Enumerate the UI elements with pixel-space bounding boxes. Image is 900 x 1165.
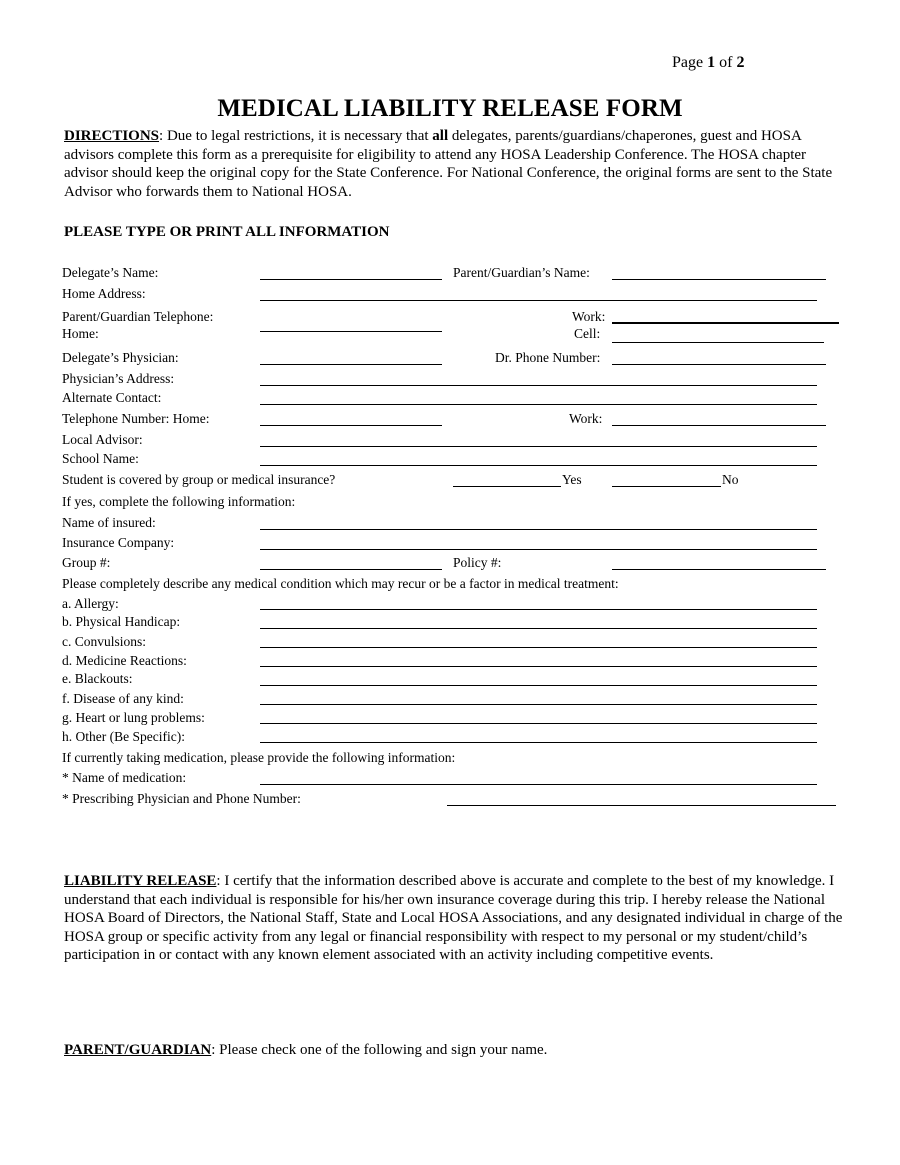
- home-address-label: Home Address:: [62, 286, 146, 301]
- name-insured-label: Name of insured:: [62, 515, 156, 530]
- policy-number-field[interactable]: [612, 569, 826, 570]
- print-instruction: PLEASE TYPE OR PRINT ALL INFORMATION: [64, 224, 390, 240]
- condition-field-heart[interactable]: [260, 723, 817, 724]
- alternate-contact-field[interactable]: [260, 404, 817, 405]
- condition-label-heart: g. Heart or lung problems:: [62, 710, 205, 725]
- form-title: MEDICAL LIABILITY RELEASE FORM: [217, 95, 683, 122]
- directions-paragraph: DIRECTIONS: Due to legal restrictions, it is necessary that all delegates, parents/guardians/chaperones, guest and HOSA advisors complete this form as a prerequisite for eligibility to attend any HOSA Leadership Conference. The HOSA chapter advisor should keep the original copy for the State Conference. For National Conference, the original forms are sent to the State Advisor who forwards them to National HOSA.: [64, 128, 833, 200]
- physician-address-field[interactable]: [260, 385, 817, 386]
- condition-field-handicap[interactable]: [260, 628, 817, 629]
- policy-number-label: Policy #:: [453, 555, 502, 570]
- insurance-company-field[interactable]: [260, 549, 817, 550]
- medication-prompt: If currently taking medication, please provide the following information:: [62, 750, 456, 765]
- telephone-work-label: Work:: [569, 411, 603, 426]
- home-phone-field[interactable]: [260, 331, 442, 332]
- medical-condition-prompt: Please completely describe any medical condition which may recur or be a factor in medical treatment:: [62, 576, 619, 591]
- school-name-field[interactable]: [260, 465, 817, 466]
- directions-heading: DIRECTIONS: [64, 128, 160, 144]
- work-phone-field[interactable]: [612, 322, 839, 324]
- medication-name-field[interactable]: [260, 784, 817, 785]
- insurance-no-label: No: [722, 472, 739, 487]
- page-number: Page 1 of 2: [672, 54, 745, 71]
- cell-phone-field[interactable]: [612, 342, 824, 343]
- parent-guardian-heading: PARENT/GUARDIAN: [64, 1042, 212, 1058]
- condition-field-convulsions[interactable]: [260, 647, 817, 648]
- condition-field-medicine[interactable]: [260, 666, 817, 667]
- condition-label-disease: f. Disease of any kind:: [62, 691, 184, 706]
- condition-label-allergy: a. Allergy:: [62, 596, 119, 611]
- dr-phone-label: Dr. Phone Number:: [495, 350, 601, 365]
- physician-address-label: Physician’s Address:: [62, 371, 175, 386]
- work-phone-label: Work:: [572, 309, 606, 324]
- parent-telephone-label: Parent/Guardian Telephone:: [62, 309, 214, 324]
- dr-phone-field[interactable]: [612, 364, 826, 365]
- parent-name-label: Parent/Guardian’s Name:: [453, 265, 590, 280]
- group-number-label: Group #:: [62, 555, 111, 570]
- condition-field-allergy[interactable]: [260, 609, 817, 610]
- if-yes-prompt: If yes, complete the following information:: [62, 494, 296, 509]
- medication-name-label: * Name of medication:: [62, 770, 187, 785]
- insurance-yes-field[interactable]: [453, 486, 561, 487]
- school-name-label: School Name:: [62, 451, 139, 466]
- liability-release-paragraph: LIABILITY RELEASE: I certify that the information described above is accurate and complete to the best of my knowledge. I understand that each individual is responsible for his/her own insurance coverage during this trip. I hereby release the National HOSA Board of Directors, the National Staff, State and Local HOSA Associations, and any designated individual in charge of the HOSA group or specific activity from any legal or financial responsibility with respect to my personal or my student/child’s participation in or contact with any known element associated with an activity including competitive events.: [64, 873, 843, 963]
- insurance-yes-label: Yes: [562, 472, 582, 487]
- physician-label: Delegate’s Physician:: [62, 350, 179, 365]
- condition-label-blackouts: e. Blackouts:: [62, 671, 133, 686]
- physician-field[interactable]: [260, 364, 442, 365]
- insurance-company-label: Insurance Company:: [62, 535, 175, 550]
- parent-guardian-paragraph: PARENT/GUARDIAN: Please check one of the following and sign your name.: [64, 1042, 548, 1058]
- delegate-name-field[interactable]: [260, 279, 442, 280]
- parent-name-field[interactable]: [612, 279, 826, 280]
- delegate-name-label: Delegate’s Name:: [62, 265, 159, 280]
- condition-label-convulsions: c. Convulsions:: [62, 634, 147, 649]
- prescribing-physician-label: * Prescribing Physician and Phone Number:: [62, 791, 301, 806]
- prescribing-physician-field[interactable]: [447, 805, 836, 806]
- cell-phone-label: Cell:: [574, 326, 601, 341]
- home-address-field[interactable]: [260, 300, 817, 301]
- local-advisor-field[interactable]: [260, 446, 817, 447]
- insurance-question: Student is covered by group or medical insurance?: [62, 472, 336, 487]
- liability-release-heading: LIABILITY RELEASE: [64, 873, 217, 889]
- insurance-no-field[interactable]: [612, 486, 721, 487]
- telephone-home-label: Telephone Number: Home:: [62, 411, 210, 426]
- condition-field-other[interactable]: [260, 742, 817, 743]
- condition-field-disease[interactable]: [260, 704, 817, 705]
- condition-label-other: h. Other (Be Specific):: [62, 729, 185, 744]
- name-insured-field[interactable]: [260, 529, 817, 530]
- telephone-home-field[interactable]: [260, 425, 442, 426]
- condition-field-blackouts[interactable]: [260, 685, 817, 686]
- home-phone-label: Home:: [62, 326, 99, 341]
- group-number-field[interactable]: [260, 569, 442, 570]
- local-advisor-label: Local Advisor:: [62, 432, 143, 447]
- telephone-work-field[interactable]: [612, 425, 826, 426]
- condition-label-medicine: d. Medicine Reactions:: [62, 653, 187, 668]
- alternate-contact-label: Alternate Contact:: [62, 390, 162, 405]
- condition-label-handicap: b. Physical Handicap:: [62, 614, 181, 629]
